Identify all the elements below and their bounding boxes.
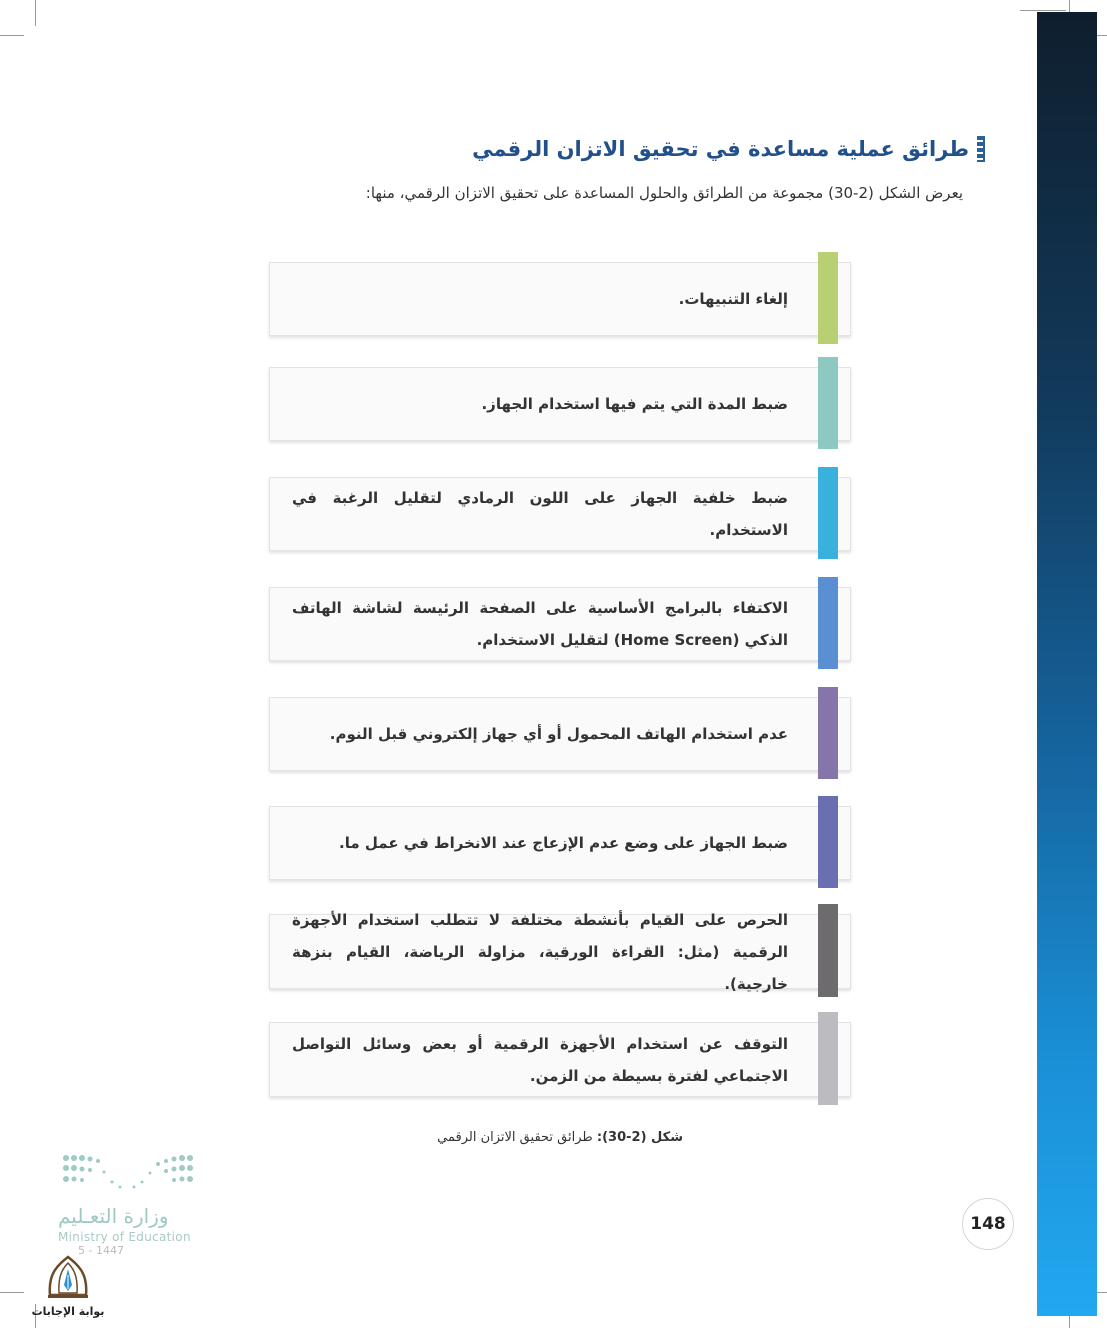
crop-mark <box>35 0 36 26</box>
method-text: الحرص على القيام بأنشطة مختلفة لا تتطلب استخدام الأجهزة الرقمية (مثل: القراءة الورقية، مزاولة الرياضة، القيام بنزهة خارجية). <box>292 910 788 993</box>
method-text: الاكتفاء بالبرامج الأساسية على الصفحة الرئيسة لشاشة الهاتف الذكي (Home Screen) لتقليل الاستخدام. <box>292 599 788 649</box>
method-box <box>269 806 851 880</box>
method-stripe <box>818 687 838 779</box>
method-box <box>269 477 851 551</box>
method-stripe <box>818 577 838 669</box>
method-stripe <box>818 796 838 888</box>
method-box <box>269 1022 851 1097</box>
method-stripe <box>818 904 838 997</box>
method-stripe <box>818 252 838 344</box>
method-text: ضبط خلفية الجهاز على اللون الرمادي لتقليل الرغبة في الاستخدام. <box>292 489 788 539</box>
method-box <box>269 587 851 661</box>
method-box <box>269 697 851 771</box>
method-text: التوقف عن استخدام الأجهزة الرقمية أو بعض وسائل التواصل الاجتماعي لفترة بسيطة من الزمن. <box>292 1034 788 1085</box>
method-box <box>269 262 851 336</box>
method-stripe <box>818 467 838 559</box>
caption-label: شكل (2-30): <box>596 1130 683 1145</box>
page-number: 148 <box>962 1198 1014 1250</box>
crop-mark <box>0 1292 24 1293</box>
portal-label: بوابة الإجابات <box>31 1305 105 1318</box>
section-heading <box>472 136 985 162</box>
answers-portal-logo <box>28 1255 108 1318</box>
method-text: إلغاء التنبيهات. <box>678 290 788 308</box>
ministry-logo <box>58 1152 218 1257</box>
intro-paragraph: يعرض الشكل (2-30) مجموعة من الطرائق والحلول المساعدة على تحقيق الاتزان الرقمي، منها: <box>365 184 963 202</box>
ministry-year: 5 - 1447 <box>78 1244 124 1257</box>
heading-marker-icon <box>977 136 985 162</box>
heading-text: طرائق عملية مساعدة في تحقيق الاتزان الرقمي <box>472 137 969 161</box>
method-text: عدم استخدام الهاتف المحمول أو أي جهاز إلكتروني قبل النوم. <box>329 725 788 743</box>
method-text: ضبط الجهاز على وضع عدم الإزعاج عند الانخراط في عمل ما. <box>339 834 788 852</box>
method-text: ضبط المدة التي يتم فيها استخدام الجهاز. <box>481 395 788 413</box>
method-stripe <box>818 1012 838 1105</box>
ministry-logo-icon <box>58 1152 198 1196</box>
crop-mark <box>0 35 24 36</box>
crop-mark <box>1020 10 1066 11</box>
pen-nib-icon <box>28 1255 108 1299</box>
figure-caption <box>320 1130 683 1145</box>
page-side-bar <box>1037 12 1097 1316</box>
caption-text: طرائق تحقيق الاتزان الرقمي <box>437 1130 597 1145</box>
method-box <box>269 367 851 441</box>
ministry-name-ar: وزارة التعـليم <box>58 1204 169 1228</box>
method-stripe <box>818 357 838 449</box>
ministry-name-en: Ministry of Education <box>58 1230 191 1244</box>
method-box <box>269 910 851 993</box>
